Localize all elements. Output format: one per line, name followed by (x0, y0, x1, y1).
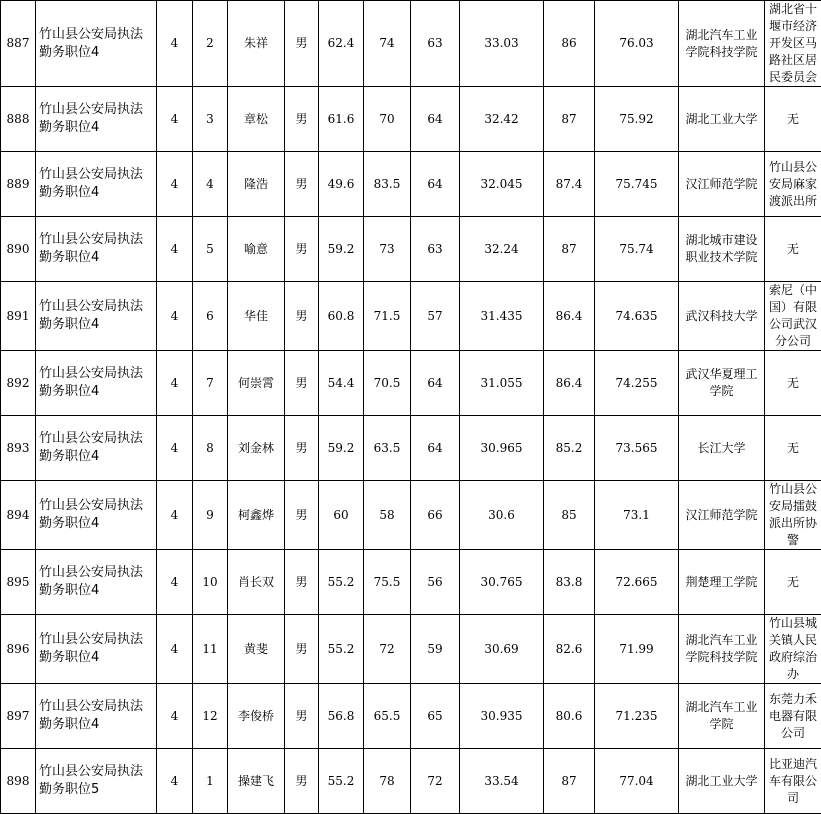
recruit-count: 4 (157, 749, 193, 814)
score-2: 58 (364, 481, 411, 550)
score-3: 64 (411, 87, 460, 152)
table-row (1, 217, 821, 282)
score-2: 70 (364, 87, 411, 152)
rank: 9 (193, 481, 228, 550)
recruit-count: 4 (157, 87, 193, 152)
work-unit: 无 (765, 351, 821, 416)
recruit-count: 4 (157, 152, 193, 217)
work-unit: 竹山县公安局擂鼓派出所协警 (765, 481, 821, 550)
gender: 男 (285, 152, 319, 217)
row-id: 896 (1, 615, 36, 684)
total-score: 74.255 (595, 351, 679, 416)
candidate-name: 隆浩 (228, 152, 285, 217)
work-unit: 无 (765, 550, 821, 615)
recruit-count: 4 (157, 282, 193, 351)
score-1: 55.2 (319, 749, 364, 814)
row-id: 891 (1, 282, 36, 351)
row-id: 894 (1, 481, 36, 550)
interview-score: 86.4 (544, 351, 595, 416)
score-1: 54.4 (319, 351, 364, 416)
school: 湖北城市建设职业技术学院 (679, 217, 765, 282)
work-unit: 竹山县城关镇人民政府综治办 (765, 615, 821, 684)
rank: 2 (193, 1, 228, 87)
school: 汉江师范学院 (679, 481, 765, 550)
interview-score: 87.4 (544, 152, 595, 217)
score-3: 64 (411, 351, 460, 416)
candidate-name: 华佳 (228, 282, 285, 351)
table-body (1, 1, 821, 814)
gender: 男 (285, 1, 319, 87)
gender: 男 (285, 87, 319, 152)
score-2: 72 (364, 615, 411, 684)
rank: 12 (193, 684, 228, 749)
position: 竹山县公安局执法勤务职位4 (36, 684, 157, 749)
total-score: 73.565 (595, 416, 679, 481)
row-id: 888 (1, 87, 36, 152)
school: 湖北工业大学 (679, 87, 765, 152)
written-weighted: 30.965 (460, 416, 544, 481)
position: 竹山县公安局执法勤务职位4 (36, 217, 157, 282)
table-row (1, 1, 821, 87)
interview-score: 85 (544, 481, 595, 550)
recruit-count: 4 (157, 217, 193, 282)
table-row (1, 351, 821, 416)
table-row (1, 87, 821, 152)
rank: 3 (193, 87, 228, 152)
interview-score: 83.8 (544, 550, 595, 615)
total-score: 75.745 (595, 152, 679, 217)
total-score: 75.74 (595, 217, 679, 282)
total-score: 74.635 (595, 282, 679, 351)
rank: 6 (193, 282, 228, 351)
score-3: 72 (411, 749, 460, 814)
total-score: 76.03 (595, 1, 679, 87)
total-score: 73.1 (595, 481, 679, 550)
work-unit: 无 (765, 87, 821, 152)
candidate-name: 柯鑫烨 (228, 481, 285, 550)
interview-score: 80.6 (544, 684, 595, 749)
position: 竹山县公安局执法勤务职位4 (36, 615, 157, 684)
candidate-name: 肖长双 (228, 550, 285, 615)
gender: 男 (285, 749, 319, 814)
interview-score: 86.4 (544, 282, 595, 351)
school: 湖北汽车工业学院科技学院 (679, 1, 765, 87)
row-id: 895 (1, 550, 36, 615)
score-2: 70.5 (364, 351, 411, 416)
school: 长江大学 (679, 416, 765, 481)
score-1: 61.6 (319, 87, 364, 152)
score-1: 60 (319, 481, 364, 550)
gender: 男 (285, 615, 319, 684)
recruit-count: 4 (157, 684, 193, 749)
score-3: 56 (411, 550, 460, 615)
position: 竹山县公安局执法勤务职位4 (36, 416, 157, 481)
written-weighted: 31.055 (460, 351, 544, 416)
score-3: 65 (411, 684, 460, 749)
row-id: 897 (1, 684, 36, 749)
score-2: 83.5 (364, 152, 411, 217)
interview-score: 87 (544, 749, 595, 814)
interview-score: 87 (544, 217, 595, 282)
candidate-name: 黄斐 (228, 615, 285, 684)
total-score: 77.04 (595, 749, 679, 814)
interview-score: 87 (544, 87, 595, 152)
score-2: 75.5 (364, 550, 411, 615)
work-unit: 无 (765, 217, 821, 282)
table-row (1, 684, 821, 749)
score-2: 78 (364, 749, 411, 814)
position: 竹山县公安局执法勤务职位4 (36, 1, 157, 87)
gender: 男 (285, 217, 319, 282)
work-unit: 东莞力禾电器有限公司 (765, 684, 821, 749)
rank: 8 (193, 416, 228, 481)
position: 竹山县公安局执法勤务职位4 (36, 282, 157, 351)
written-weighted: 30.935 (460, 684, 544, 749)
total-score: 72.665 (595, 550, 679, 615)
table-row (1, 481, 821, 550)
written-weighted: 31.435 (460, 282, 544, 351)
written-weighted: 33.03 (460, 1, 544, 87)
recruit-count: 4 (157, 416, 193, 481)
school: 武汉科技大学 (679, 282, 765, 351)
score-3: 66 (411, 481, 460, 550)
recruit-count: 4 (157, 615, 193, 684)
row-id: 889 (1, 152, 36, 217)
work-unit: 竹山县公安局麻家渡派出所 (765, 152, 821, 217)
score-3: 59 (411, 615, 460, 684)
rank: 1 (193, 749, 228, 814)
gender: 男 (285, 684, 319, 749)
position: 竹山县公安局执法勤务职位4 (36, 87, 157, 152)
school: 汉江师范学院 (679, 152, 765, 217)
recruit-count: 4 (157, 1, 193, 87)
table-row (1, 615, 821, 684)
school: 湖北汽车工业学院 (679, 684, 765, 749)
candidate-name: 刘金林 (228, 416, 285, 481)
score-2: 73 (364, 217, 411, 282)
position: 竹山县公安局执法勤务职位4 (36, 351, 157, 416)
score-2: 71.5 (364, 282, 411, 351)
interview-score: 82.6 (544, 615, 595, 684)
gender: 男 (285, 550, 319, 615)
candidate-name: 章松 (228, 87, 285, 152)
written-weighted: 32.24 (460, 217, 544, 282)
recruit-count: 4 (157, 351, 193, 416)
school: 湖北汽车工业学院科技学院 (679, 615, 765, 684)
row-id: 887 (1, 1, 36, 87)
total-score: 75.92 (595, 87, 679, 152)
score-2: 63.5 (364, 416, 411, 481)
rank: 4 (193, 152, 228, 217)
work-unit: 比亚迪汽车有限公司 (765, 749, 821, 814)
score-3: 64 (411, 152, 460, 217)
recruit-count: 4 (157, 550, 193, 615)
score-2: 74 (364, 1, 411, 87)
school: 武汉华夏理工学院 (679, 351, 765, 416)
written-weighted: 30.765 (460, 550, 544, 615)
rank: 11 (193, 615, 228, 684)
interview-score: 85.2 (544, 416, 595, 481)
total-score: 71.99 (595, 615, 679, 684)
position: 竹山县公安局执法勤务职位4 (36, 152, 157, 217)
score-3: 64 (411, 416, 460, 481)
table-row (1, 416, 821, 481)
score-3: 63 (411, 217, 460, 282)
rank: 7 (193, 351, 228, 416)
gender: 男 (285, 282, 319, 351)
score-1: 55.2 (319, 615, 364, 684)
candidate-name: 操建飞 (228, 749, 285, 814)
written-weighted: 32.045 (460, 152, 544, 217)
score-3: 63 (411, 1, 460, 87)
work-unit: 索尼（中国）有限公司武汉分公司 (765, 282, 821, 351)
position: 竹山县公安局执法勤务职位5 (36, 749, 157, 814)
position: 竹山县公安局执法勤务职位4 (36, 550, 157, 615)
score-1: 59.2 (319, 217, 364, 282)
table-row (1, 152, 821, 217)
candidate-name: 何崇霄 (228, 351, 285, 416)
row-id: 892 (1, 351, 36, 416)
written-weighted: 32.42 (460, 87, 544, 152)
score-1: 56.8 (319, 684, 364, 749)
row-id: 898 (1, 749, 36, 814)
table-row (1, 282, 821, 351)
row-id: 893 (1, 416, 36, 481)
total-score: 71.235 (595, 684, 679, 749)
score-1: 49.6 (319, 152, 364, 217)
candidate-name: 朱祥 (228, 1, 285, 87)
recruit-count: 4 (157, 481, 193, 550)
gender: 男 (285, 481, 319, 550)
work-unit: 无 (765, 416, 821, 481)
work-unit: 湖北省十堰市经济开发区马路社区居民委员会 (765, 1, 821, 87)
school: 湖北工业大学 (679, 749, 765, 814)
rank: 10 (193, 550, 228, 615)
candidate-name: 李俊桥 (228, 684, 285, 749)
written-weighted: 30.6 (460, 481, 544, 550)
position: 竹山县公安局执法勤务职位4 (36, 481, 157, 550)
interview-score: 86 (544, 1, 595, 87)
rank: 5 (193, 217, 228, 282)
row-id: 890 (1, 217, 36, 282)
candidate-name: 喻意 (228, 217, 285, 282)
score-1: 59.2 (319, 416, 364, 481)
gender: 男 (285, 351, 319, 416)
school: 荆楚理工学院 (679, 550, 765, 615)
score-1: 55.2 (319, 550, 364, 615)
score-3: 57 (411, 282, 460, 351)
table-row (1, 749, 821, 814)
written-weighted: 30.69 (460, 615, 544, 684)
score-2: 65.5 (364, 684, 411, 749)
gender: 男 (285, 416, 319, 481)
written-weighted: 33.54 (460, 749, 544, 814)
score-1: 62.4 (319, 1, 364, 87)
score-1: 60.8 (319, 282, 364, 351)
table-row (1, 550, 821, 615)
